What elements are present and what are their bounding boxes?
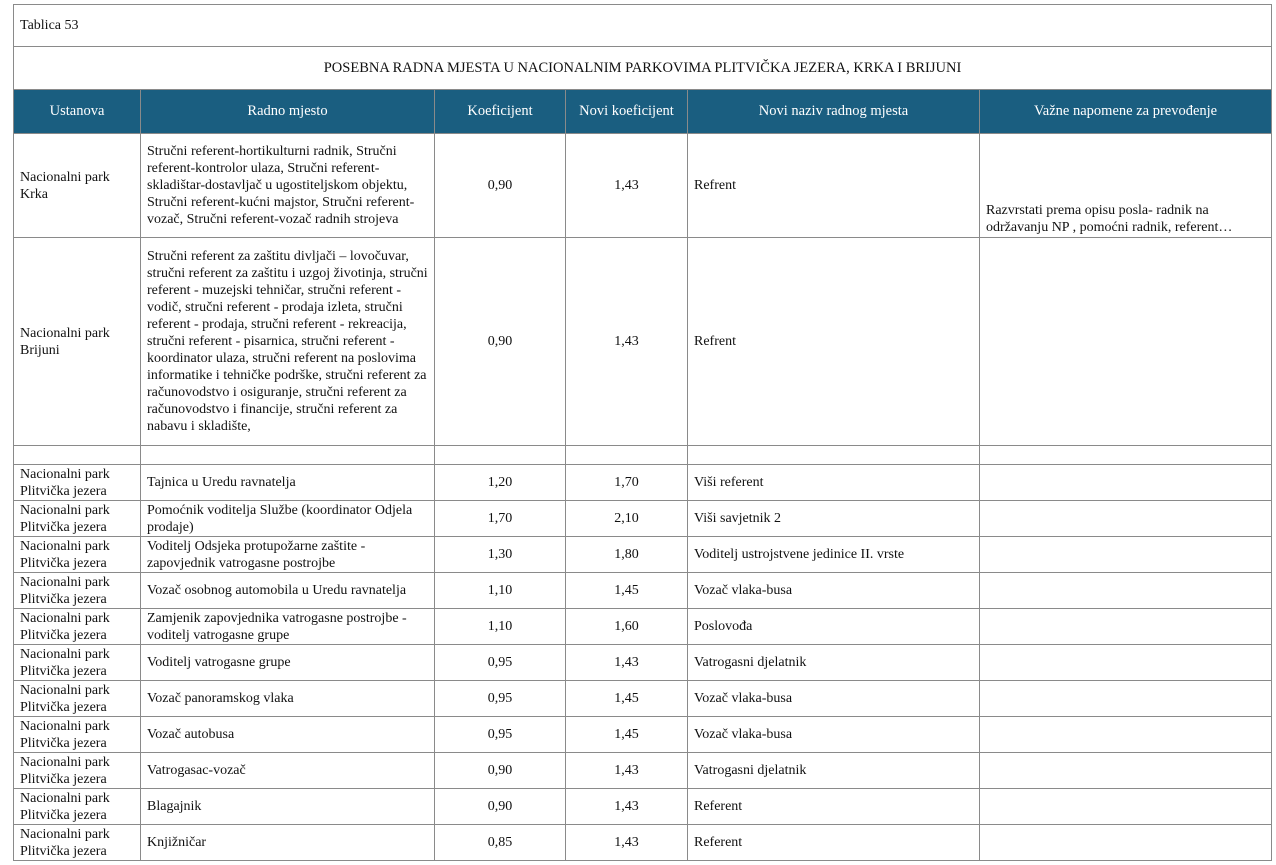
cell-koeficijent: 0,90	[435, 789, 566, 825]
cell-ustanova: Nacionalni park Krka	[14, 134, 141, 238]
table-row	[14, 501, 1272, 537]
table-heading-row	[14, 47, 1272, 90]
cell-radno-mjesto: Tajnica u Uredu ravnatelja	[141, 465, 435, 501]
cell-novi-koeficijent: 1,43	[566, 753, 688, 789]
table-row	[14, 645, 1272, 681]
cell-radno-mjesto: Voditelj vatrogasne grupe	[141, 645, 435, 681]
cell-novi-naziv: Referent	[688, 825, 980, 861]
cell-novi-koeficijent: 1,45	[566, 717, 688, 753]
table-row	[14, 537, 1272, 573]
cell-radno-mjesto: Knjižničar	[141, 825, 435, 861]
cell-novi-koeficijent: 2,10	[566, 501, 688, 537]
table-heading: POSEBNA RADNA MJESTA U NACIONALNIM PARKOVIMA PLITVIČKA JEZERA, KRKA I BRIJUNI	[14, 47, 1272, 90]
cell-ustanova: Nacionalni park Plitvička jezera	[14, 789, 141, 825]
cell-novi-naziv: Refrent	[688, 238, 980, 446]
cell-koeficijent: 0,85	[435, 825, 566, 861]
column-header-novi-naziv: Novi naziv radnog mjesta	[688, 90, 980, 134]
cell-radno-mjesto: Stručni referent za zaštitu divljači – lovočuvar, stručni referent za zaštitu i uzgoj životinja, stručni referent - muzejski tehničar, stručni referent - vodič, stručni referent - prodaja izleta, stručni referent - prodaja, stručni referent - rekreacija, stručni referent - pisarnica, stručni referent - koordinator ulaza, stručni referent na poslovima informatike i tehničke podrške, stručni referent za računovodstvo i osiguranje, stručni referent za računovodstvo i financije, stručni referent za nabavu i skladište,	[141, 238, 435, 446]
table-row	[14, 465, 1272, 501]
cell-koeficijent: 1,10	[435, 609, 566, 645]
cell-novi-naziv: Vatrogasni djelatnik	[688, 645, 980, 681]
cell-radno-mjesto: Vozač panoramskog vlaka	[141, 681, 435, 717]
cell-novi-koeficijent: 1,43	[566, 645, 688, 681]
table-row	[14, 825, 1272, 861]
cell-radno-mjesto: Voditelj Odsjeka protupožarne zaštite - zapovjednik vatrogasne postrojbe	[141, 537, 435, 573]
table-row	[14, 753, 1272, 789]
cell-koeficijent: 0,90	[435, 238, 566, 446]
cell-koeficijent: 1,20	[435, 465, 566, 501]
cell-ustanova: Nacionalni park Plitvička jezera	[14, 501, 141, 537]
cell-novi-naziv	[688, 446, 980, 465]
cell-novi-naziv: Vozač vlaka-busa	[688, 717, 980, 753]
cell-radno-mjesto: Stručni referent-hortikulturni radnik, Stručni referent-kontrolor ulaza, Stručni referent-skladištar-dostavljač u ugostiteljskom objektu, Stručni referent-kućni majstor, Stručni referent-vozač, Stručni referent-vozač radnih strojeva	[141, 134, 435, 238]
cell-ustanova: Nacionalni park Plitvička jezera	[14, 681, 141, 717]
document-table-container	[13, 4, 1271, 861]
cell-napomene	[980, 501, 1272, 537]
cell-novi-koeficijent: 1,43	[566, 134, 688, 238]
table-row	[14, 681, 1272, 717]
positions-table	[13, 4, 1272, 861]
column-header-ustanova: Ustanova	[14, 90, 141, 134]
cell-ustanova: Nacionalni park Plitvička jezera	[14, 825, 141, 861]
cell-radno-mjesto: Zamjenik zapovjednika vatrogasne postrojbe - voditelj vatrogasne grupe	[141, 609, 435, 645]
cell-novi-naziv: Voditelj ustrojstvene jedinice II. vrste	[688, 537, 980, 573]
cell-napomene	[980, 753, 1272, 789]
cell-koeficijent: 0,95	[435, 645, 566, 681]
cell-radno-mjesto: Pomoćnik voditelja Službe (koordinator Odjela prodaje)	[141, 501, 435, 537]
cell-koeficijent: 0,90	[435, 753, 566, 789]
cell-novi-naziv: Poslovođa	[688, 609, 980, 645]
cell-koeficijent: 1,30	[435, 537, 566, 573]
column-header-novi-koeficijent: Novi koeficijent	[566, 90, 688, 134]
table-label: Tablica 53	[14, 5, 1272, 47]
cell-ustanova: Nacionalni park Plitvička jezera	[14, 753, 141, 789]
cell-radno-mjesto: Vozač autobusa	[141, 717, 435, 753]
cell-radno-mjesto	[141, 446, 435, 465]
cell-radno-mjesto: Vozač osobnog automobila u Uredu ravnatelja	[141, 573, 435, 609]
cell-koeficijent: 1,10	[435, 573, 566, 609]
cell-ustanova: Nacionalni park Plitvička jezera	[14, 537, 141, 573]
cell-novi-koeficijent: 1,43	[566, 238, 688, 446]
cell-napomene	[980, 465, 1272, 501]
cell-novi-naziv: Refrent	[688, 134, 980, 238]
cell-napomene	[980, 446, 1272, 465]
cell-ustanova: Nacionalni park Plitvička jezera	[14, 717, 141, 753]
cell-napomene	[980, 537, 1272, 573]
cell-koeficijent: 1,70	[435, 501, 566, 537]
cell-napomene	[980, 681, 1272, 717]
cell-ustanova	[14, 446, 141, 465]
cell-novi-naziv: Referent	[688, 789, 980, 825]
cell-napomene	[980, 789, 1272, 825]
table-row	[14, 446, 1272, 465]
column-header-koeficijent: Koeficijent	[435, 90, 566, 134]
cell-koeficijent: 0,95	[435, 717, 566, 753]
column-header-napomene: Važne napomene za prevođenje	[980, 90, 1272, 134]
cell-napomene: Razvrstati prema opisu posla- radnik na održavanju NP , pomoćni radnik, referent…	[980, 134, 1272, 238]
table-row	[14, 789, 1272, 825]
cell-radno-mjesto: Vatrogasac-vozač	[141, 753, 435, 789]
cell-radno-mjesto: Blagajnik	[141, 789, 435, 825]
cell-napomene	[980, 238, 1272, 446]
cell-ustanova: Nacionalni park Plitvička jezera	[14, 573, 141, 609]
cell-novi-naziv: Vatrogasni djelatnik	[688, 753, 980, 789]
cell-ustanova: Nacionalni park Plitvička jezera	[14, 609, 141, 645]
cell-novi-naziv: Vozač vlaka-busa	[688, 681, 980, 717]
cell-novi-naziv: Viši savjetnik 2	[688, 501, 980, 537]
cell-novi-koeficijent: 1,43	[566, 789, 688, 825]
table-row	[14, 609, 1272, 645]
cell-koeficijent: 0,95	[435, 681, 566, 717]
table-row	[14, 573, 1272, 609]
cell-novi-naziv: Viši referent	[688, 465, 980, 501]
cell-ustanova: Nacionalni park Brijuni	[14, 238, 141, 446]
cell-napomene	[980, 825, 1272, 861]
cell-ustanova: Nacionalni park Plitvička jezera	[14, 465, 141, 501]
cell-napomene	[980, 717, 1272, 753]
cell-novi-koeficijent: 1,80	[566, 537, 688, 573]
table-row	[14, 717, 1272, 753]
cell-napomene	[980, 573, 1272, 609]
cell-novi-naziv: Vozač vlaka-busa	[688, 573, 980, 609]
cell-koeficijent	[435, 446, 566, 465]
cell-ustanova: Nacionalni park Plitvička jezera	[14, 645, 141, 681]
cell-koeficijent: 0,90	[435, 134, 566, 238]
table-label-row	[14, 5, 1272, 47]
cell-novi-koeficijent: 1,45	[566, 573, 688, 609]
column-header-radno-mjesto: Radno mjesto	[141, 90, 435, 134]
cell-novi-koeficijent: 1,70	[566, 465, 688, 501]
table-row	[14, 238, 1272, 446]
cell-novi-koeficijent	[566, 446, 688, 465]
cell-napomene	[980, 645, 1272, 681]
cell-novi-koeficijent: 1,43	[566, 825, 688, 861]
cell-novi-koeficijent: 1,60	[566, 609, 688, 645]
column-header-row	[14, 90, 1272, 134]
cell-napomene	[980, 609, 1272, 645]
cell-novi-koeficijent: 1,45	[566, 681, 688, 717]
table-row	[14, 134, 1272, 238]
